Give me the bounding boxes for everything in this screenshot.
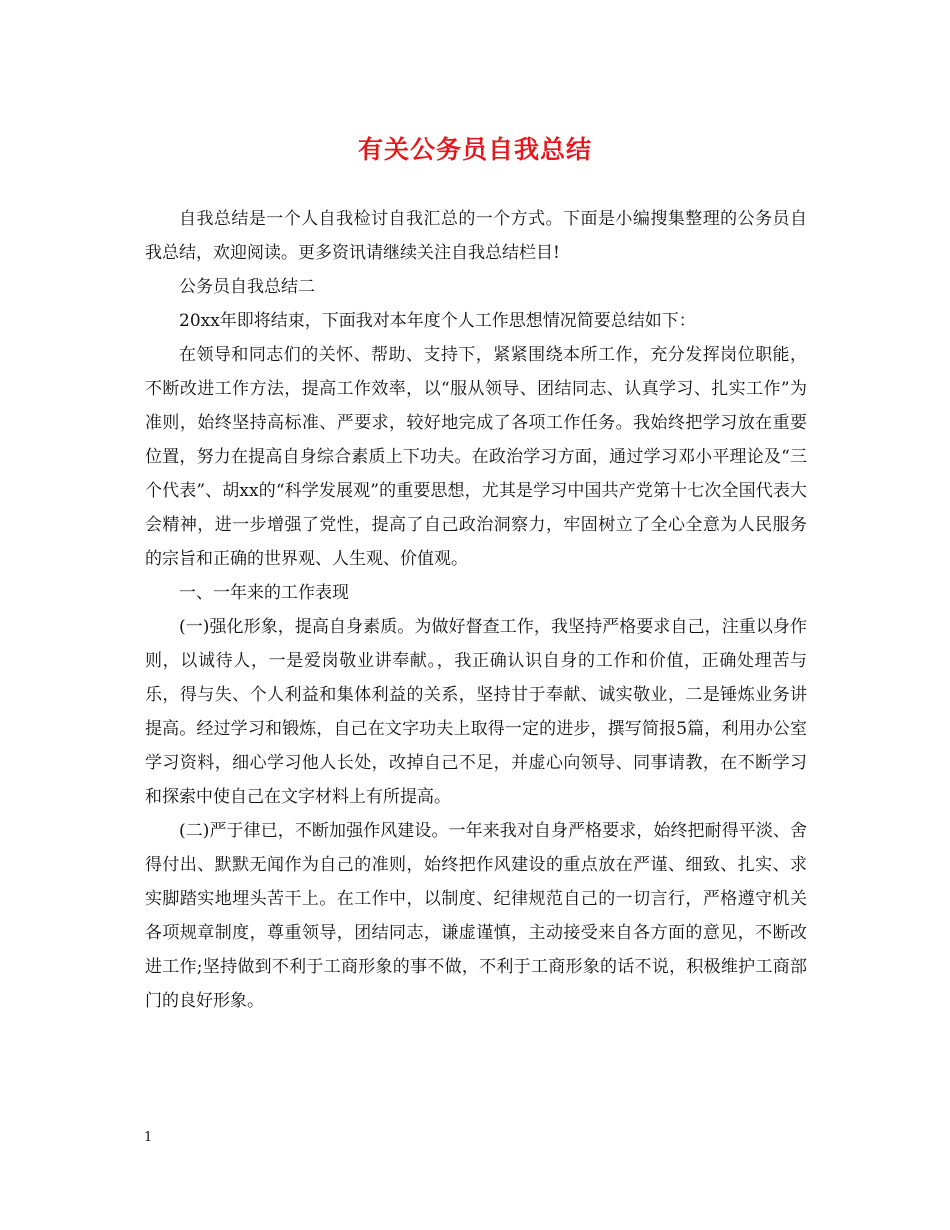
section-heading: 一、一年来的工作表现 <box>179 583 349 603</box>
paragraph-study: 在领导和同志们的关怀、帮助、支持下，紧紧围绕本所工作，充分发挥岗位职能，不断改进工作方法，提高工作效率，以“服从领导、团结同志、认真学习、扎实工作”为准则，始终坚持高标准、严要求，较好地完成了各项工作任务。我始终把学习放在重要位置，努力在提高自身综合素质上下功夫。在政治学习方面，通过学习邓小平理论及“三个代表”、胡xx的“科学发展观”的重要思想，尤其是学习中国共产党第十七次全国代表大会精神，进一步增强了党性，提高了自己政治洞察力，牢固树立了全心全意为人民服务的宗旨和正确的世界观、人生观、价值观。 <box>145 345 807 569</box>
page-number: 1 <box>144 1130 153 1145</box>
paragraph-opening: 20xx年即将结束，下面我对本年度个人工作思想情况简要总结如下： <box>179 311 696 331</box>
document-body <box>145 202 807 1018</box>
document-title: 有关公务员自我总结 <box>357 135 592 164</box>
paragraph-discipline: (二)严于律已，不断加强作风建设。一年来我对自身严格要求，始终把耐得平淡、舍得付出、默默无闻作为自己的准则，始终把作风建设的重点放在严谨、细致、扎实、求实脚踏实地埋头苦干上。在工作中，以制度、纪律规范自己的一切言行，严格遵守机关各项规章制度，尊重领导，团结同志，谦虚谨慎，主动接受来自各方面的意见，不断改进工作;坚持做到不利于工商形象的事不做，不利于工商形象的话不说，积极维护工商部门的良好形象。 <box>145 821 807 1011</box>
paragraph-subtitle: 公务员自我总结二 <box>179 277 315 297</box>
paragraph-intro: 自我总结是一个人自我检讨自我汇总的一个方式。下面是小编搜集整理的公务员自我总结，欢迎阅读。更多资讯请继续关注自我总结栏目! <box>145 209 807 263</box>
paragraph-image: (一)强化形象，提高自身素质。为做好督查工作，我坚持严格要求自己，注重以身作则，以诚待人，一是爱岗敬业讲奉献。，我正确认识自身的工作和价值，正确处理苦与乐，得与失、个人利益和集体利益的关系，坚持甘于奉献、诚实敬业，二是锤炼业务讲提高。经过学习和锻炼，自己在文字功夫上取得一定的进步，撰写简报5篇，利用办公室学习资料，细心学习他人长处，改掉自己不足，并虚心向领导、同事请教，在不断学习和探索中使自己在文字材料上有所提高。 <box>145 617 807 807</box>
